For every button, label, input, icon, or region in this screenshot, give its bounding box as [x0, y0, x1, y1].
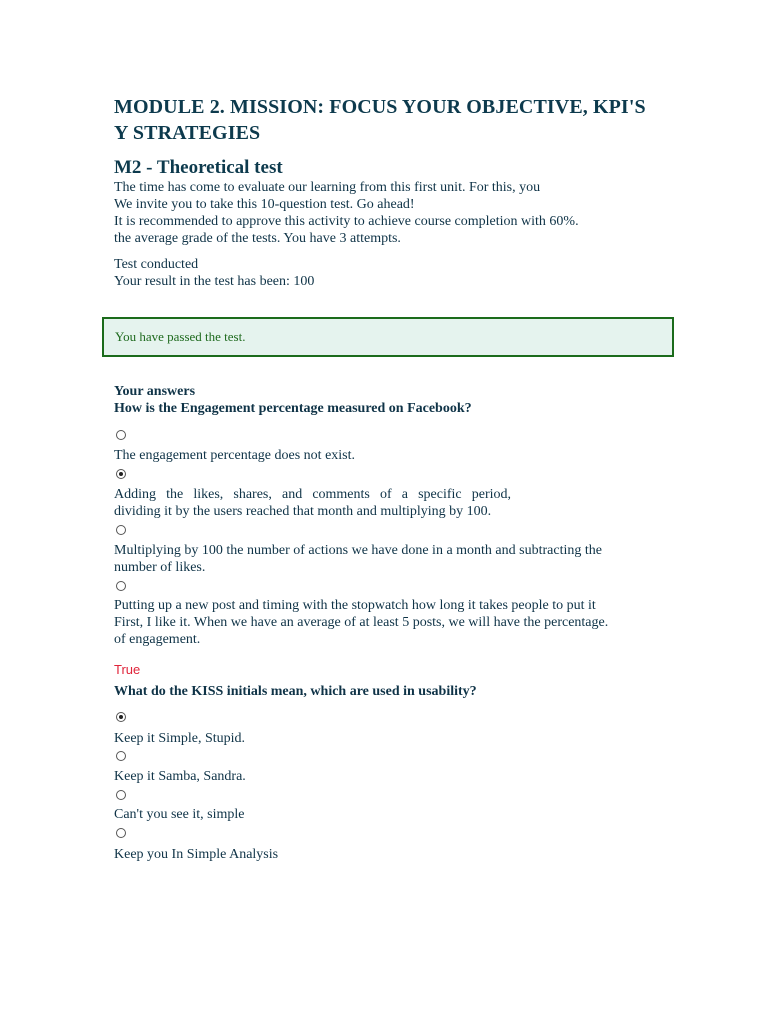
test-title: M2 - Theoretical test: [114, 157, 283, 178]
pass-message: You have passed the test.: [115, 329, 246, 344]
option-q2-opt4: Keep you In Simple Analysis: [114, 847, 279, 862]
question-2: What do the KISS initials mean, which are used in usability?: [114, 684, 477, 699]
option-q1-opt2-line1: Adding the likes, shares, and comments of a specific period,: [114, 487, 511, 502]
intro-line: It is recommended to approve this activity to achieve course completion with 60%.: [114, 214, 579, 229]
radio-q2-opt4[interactable]: [116, 828, 126, 838]
option-q1-opt3-line2: number of likes.: [114, 560, 206, 575]
module-title-line-2: Y STRATEGIES: [114, 122, 261, 144]
module-title-line-1: MODULE 2. MISSION: FOCUS YOUR OBJECTIVE, KPI'S: [114, 96, 646, 118]
radio-q2-opt3[interactable]: [116, 790, 126, 800]
option-q1-opt4-line2: First, I like it. When we have an average of at least 5 posts, we will have the percentage.: [114, 615, 609, 630]
option-q1-opt1: The engagement percentage does not exist.: [114, 448, 356, 463]
intro-line: We invite you to take this 10-question test. Go ahead!: [114, 197, 415, 212]
option-q1-opt2-line2: dividing it by the users reached that month and multiplying by 100.: [114, 504, 492, 519]
radio-q1-opt4[interactable]: [116, 581, 126, 591]
radio-q1-opt3[interactable]: [116, 525, 126, 535]
option-q1-opt4-line3: of engagement.: [114, 632, 201, 647]
radio-q1-opt2[interactable]: [116, 469, 126, 479]
intro-line: the average grade of the tests. You have 3 attempts.: [114, 231, 401, 246]
question-1: How is the Engagement percentage measured on Facebook?: [114, 401, 472, 416]
option-q2-opt3: Can't you see it, simple: [114, 807, 245, 822]
radio-q1-opt1[interactable]: [116, 430, 126, 440]
test-status: [114, 256, 694, 290]
test-conducted-label: Test conducted: [114, 257, 199, 272]
intro-text: [114, 179, 694, 247]
option-q1-opt3-line1: Multiplying by 100 the number of actions we have done in a month and subtracting the: [114, 543, 602, 558]
radio-q2-opt2[interactable]: [116, 751, 126, 761]
module-title: [114, 94, 694, 146]
option-q2-opt1: Keep it Simple, Stupid.: [114, 731, 246, 746]
test-result: Your result in the test has been: 100: [114, 274, 315, 289]
answers-heading: Your answers: [114, 384, 196, 399]
page-content: [114, 94, 694, 290]
option-q2-opt2: Keep it Samba, Sandra.: [114, 769, 246, 784]
pass-message-box: [102, 317, 674, 357]
intro-line: The time has come to evaluate our learning from this first unit. For this, you: [114, 180, 541, 195]
option-q1-opt4-line1: Putting up a new post and timing with the stopwatch how long it takes people to put it: [114, 598, 596, 613]
radio-q2-opt1[interactable]: [116, 712, 126, 722]
q1-result-label: True: [114, 662, 141, 677]
